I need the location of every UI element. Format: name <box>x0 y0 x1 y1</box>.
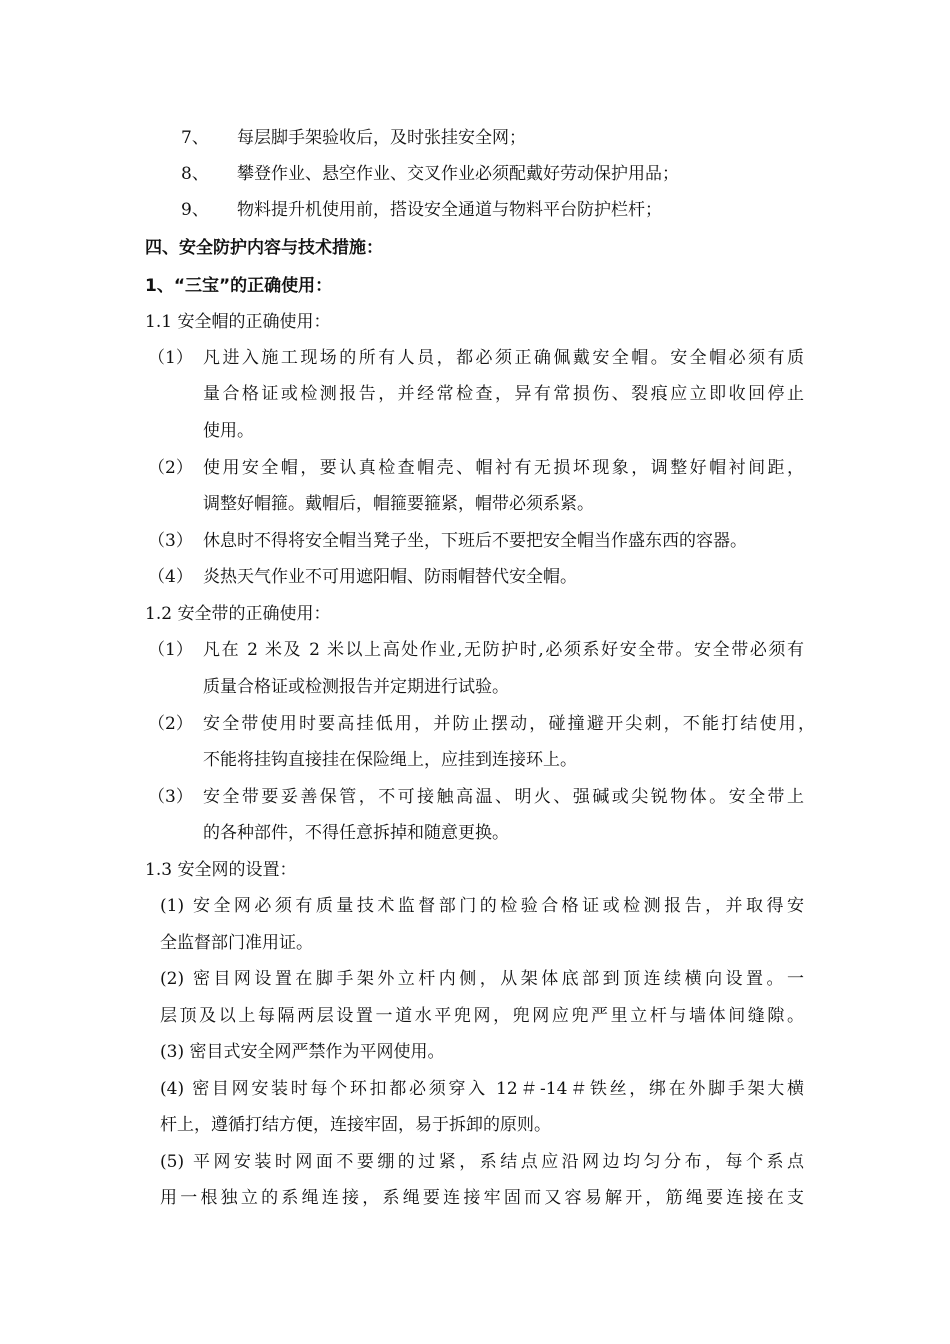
item-line: (3) 密目式安全网严禁作为平网使用。 <box>160 1042 445 1062</box>
list-item <box>181 126 526 150</box>
list-item <box>181 162 679 186</box>
item-line: 不能将挂钩直接挂在保险绳上，应挂到连接环上。 <box>203 750 577 770</box>
clause-title: 1.1 安全帽的正确使用： <box>145 312 331 332</box>
item-number: （1） <box>148 348 193 368</box>
item-line: 用一根独立的系绳连接，系绳要连接牢固而又容易解开，筋绳要连接在支 <box>160 1188 804 1208</box>
item-number: （2） <box>148 714 193 734</box>
list-text: 每层脚手架验收后，及时张挂安全网； <box>237 128 526 148</box>
item-line: (1) 安全网必须有质量技术监督部门的检验合格证或检测报告，并取得安 <box>160 896 804 916</box>
clause-title: 1.3 安全网的设置： <box>145 860 297 880</box>
item-line: 全监督部门准用证。 <box>160 933 313 953</box>
item-line: (5) 平网安装时网面不要绷的过紧，系结点应沿网边均匀分布，每个系点 <box>160 1152 804 1172</box>
item-line: 质量合格证或检测报告并定期进行试验。 <box>203 677 509 697</box>
item-line: 杆上，遵循打结方便，连接牢固，易于拆卸的原则。 <box>160 1115 551 1135</box>
list-text: 攀登作业、悬空作业、交叉作业必须配戴好劳动保护用品； <box>237 164 679 184</box>
item-number: （4） <box>148 567 193 587</box>
item-line: 安全带要妥善保管，不可接触高温、明火、强碱或尖锐物体。安全带上 <box>203 787 804 807</box>
list-text: 物料提升机使用前，搭设安全通道与物料平台防护栏杆； <box>237 200 662 220</box>
item-line: 调整好帽箍。戴帽后，帽箍要箍紧，帽带必须系紧。 <box>203 494 594 514</box>
item-number: （3） <box>148 787 193 807</box>
list-number: 8、 <box>181 164 209 184</box>
item-line: (2) 密目网设置在脚手架外立杆内侧，从架体底部到顶连续横向设置。一 <box>160 969 804 989</box>
item-number: （2） <box>148 458 193 478</box>
section-heading: 四、安全防护内容与技术措施： <box>145 238 383 258</box>
list-number: 9、 <box>181 200 209 220</box>
list-item <box>181 198 662 222</box>
item-line: 使用。 <box>203 421 254 441</box>
item-line: 炎热天气作业不可用遮阳帽、防雨帽替代安全帽。 <box>203 567 577 587</box>
subsection-heading: 1、“三宝”的正确使用： <box>145 276 333 296</box>
item-line: 的各种部件，不得任意拆掉和随意更换。 <box>203 823 509 843</box>
item-line: 量合格证或检测报告，并经常检查，异有常损伤、裂痕应立即收回停止 <box>203 384 804 404</box>
item-line: 休息时不得将安全帽当凳子坐，下班后不要把安全帽当作盛东西的容器。 <box>203 531 747 551</box>
item-line: (4) 密目网安装时每个环扣都必须穿入 12＃-14＃铁丝，绑在外脚手架大横 <box>160 1079 804 1099</box>
item-line: 使用安全帽，要认真检查帽壳、帽衬有无损坏现象，调整好帽衬间距， <box>203 458 804 478</box>
item-line: 凡进入施工现场的所有人员，都必须正确佩戴安全帽。安全帽必须有质 <box>203 348 804 368</box>
item-number: （1） <box>148 640 193 660</box>
item-number: （3） <box>148 531 193 551</box>
clause-title: 1.2 安全带的正确使用： <box>145 604 331 624</box>
item-line: 凡在 2 米及 2 米以上高处作业,无防护时,必须系好安全带。安全带必须有 <box>203 640 804 660</box>
item-line: 层顶及以上每隔两层设置一道水平兜网，兜网应兜严里立杆与墙体间缝隙。 <box>160 1006 804 1026</box>
list-number: 7、 <box>181 128 209 148</box>
item-line: 安全带使用时要高挂低用，并防止摆动，碰撞避开尖刺，不能打结使用， <box>203 714 815 734</box>
